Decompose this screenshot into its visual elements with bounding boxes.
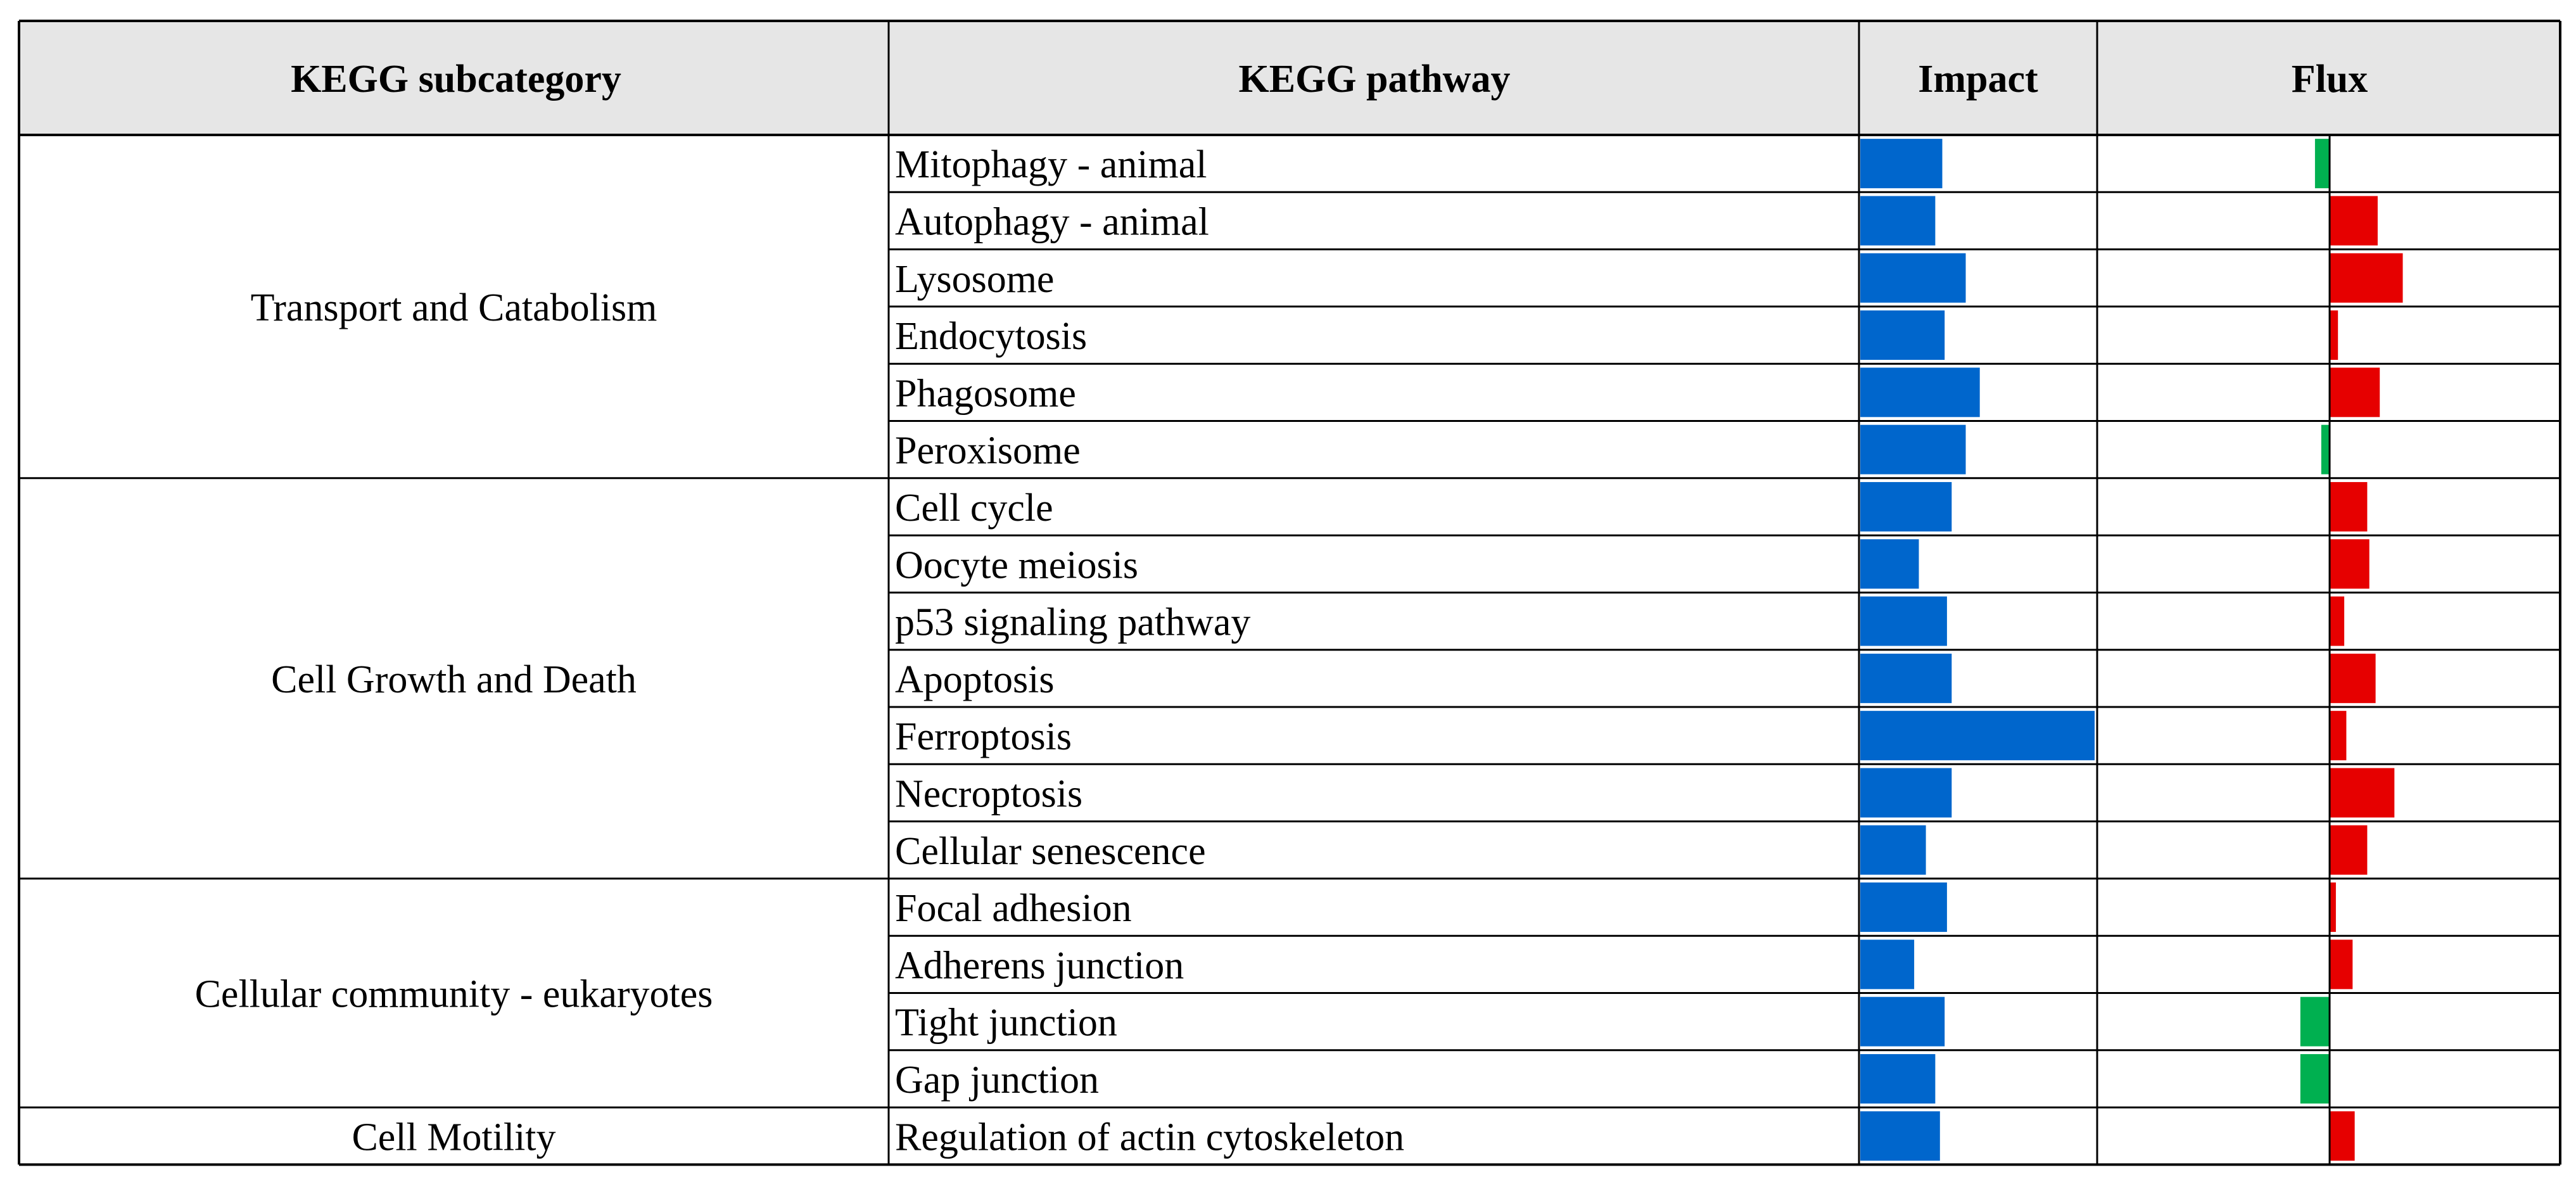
impact-bar [1860,1111,1940,1161]
subcategory-label: Transport and Catabolism [250,286,657,329]
header-impact: Impact [1918,58,2038,101]
impact-bar [1860,882,1947,932]
pathway-label: Cell cycle [895,486,1053,530]
flux-bar [2330,711,2346,760]
pathway-label: Adherens junction [895,944,1184,988]
pathway-label: Lysosome [895,257,1055,301]
impact-bar [1860,253,1966,303]
impact-bar [1860,425,1966,474]
flux-bar [2330,539,2370,589]
flux-bar [2315,139,2330,188]
impact-bar [1860,997,1945,1047]
header-flux: Flux [2291,58,2368,101]
header-subcategory: KEGG subcategory [291,58,621,101]
flux-bar [2300,997,2330,1047]
subcategory-label: Cell Growth and Death [271,658,637,701]
pathway-label: p53 signaling pathway [895,601,1251,644]
pathway-label: Tight junction [895,1001,1117,1045]
pathway-label: Peroxisome [895,429,1081,473]
pathway-label: Oocyte meiosis [895,544,1138,587]
pathway-label: Ferroptosis [895,715,1072,759]
impact-bar [1860,539,1919,589]
impact-bar [1860,939,1914,989]
flux-bar [2330,367,2380,417]
impact-bar [1860,825,1926,875]
pathway-label: Regulation of actin cytoskeleton [895,1116,1405,1159]
impact-bar [1860,1054,1935,1104]
subcategory-label: Cell Motility [352,1116,556,1159]
pathway-label: Mitophagy - animal [895,143,1207,187]
header-pathway: KEGG pathway [1238,58,1511,101]
flux-bar [2330,310,2338,360]
flux-bar [2330,597,2344,646]
impact-bar [1860,768,1951,817]
flux-bar [2330,939,2352,989]
flux-bar [2330,482,2367,532]
impact-bar [1860,367,1980,417]
impact-bar [1860,654,1951,703]
impact-bar [1860,139,1943,188]
pathway-label: Gap junction [895,1058,1099,1102]
pathway-label: Focal adhesion [895,887,1132,931]
pathway-label: Necroptosis [895,772,1083,816]
pathway-label: Apoptosis [895,658,1055,701]
impact-bar [1860,196,1935,245]
flux-bar [2330,825,2367,875]
impact-bar [1860,310,1945,360]
pathway-label: Endocytosis [895,315,1088,359]
impact-bar [1860,711,2095,760]
flux-bar [2330,253,2403,303]
flux-bar [2321,425,2330,474]
pathway-label: Cellular senescence [895,829,1206,873]
flux-bar [2330,1111,2355,1161]
pathway-label: Phagosome [895,372,1076,416]
flux-bar [2330,768,2394,817]
flux-bar [2300,1054,2330,1104]
impact-bar [1860,597,1947,646]
impact-bar [1860,482,1951,532]
pathway-label: Autophagy - animal [895,200,1209,244]
subcategory-label: Cellular community - eukaryotes [194,972,713,1016]
flux-bar [2330,196,2378,245]
flux-bar [2330,654,2376,703]
